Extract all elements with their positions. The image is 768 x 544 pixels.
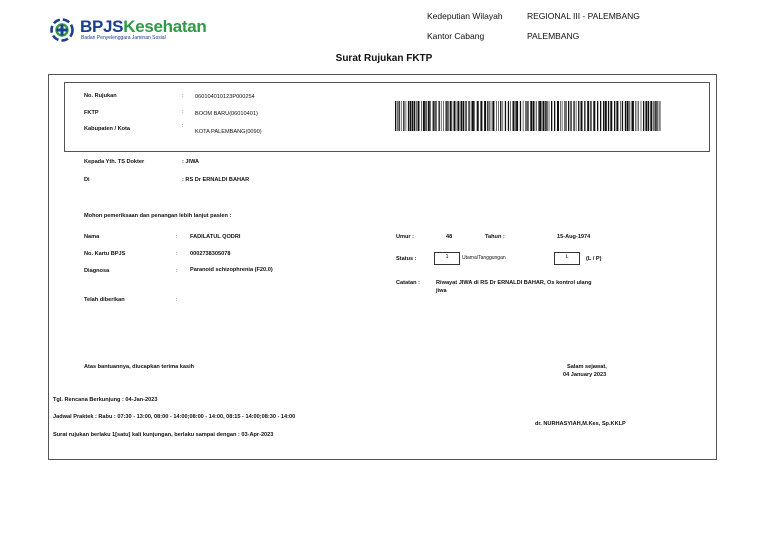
catatan-label: Catatan : bbox=[396, 280, 420, 286]
bpjs-logo-icon bbox=[50, 18, 74, 42]
brand-main: BPJS bbox=[80, 17, 124, 36]
kepada-label: Kepada Yth. TS Dokter bbox=[84, 159, 145, 165]
deputi-label: Kedeputian Wilayah bbox=[427, 11, 503, 21]
colon: : bbox=[182, 93, 184, 99]
umur-value: 48 bbox=[446, 234, 453, 240]
jadwal-praktek: Jadwal Praktek : Rabu : 07:30 - 13:00, 08:00 - 14:00;08:00 - 14:00, 08:15 - 14:00;08:30 - 14:00 bbox=[53, 414, 296, 420]
kantor-value: PALEMBANG bbox=[527, 31, 580, 41]
no-rujukan-value: 060104010123P000254 bbox=[195, 94, 255, 100]
no-rujukan-label: No. Rujukan bbox=[84, 93, 117, 99]
status-text: Utama/Tanggungan bbox=[462, 255, 506, 261]
di-value: : RS Dr ERNALDI BAHAR bbox=[182, 177, 250, 183]
gender-box: L bbox=[554, 252, 580, 265]
intro-text: Mohon pemeriksaan dan penangan lebih lanjut pasien : bbox=[84, 213, 232, 219]
telah-label: Telah diberikan bbox=[84, 297, 125, 303]
diagnosa-label: Diagnosa bbox=[84, 268, 110, 274]
status-box: 1 bbox=[434, 252, 460, 265]
fktp-value: BOOM BARU(06010401) bbox=[195, 111, 258, 117]
colon: : bbox=[176, 297, 178, 303]
kartu-label: No. Kartu BPJS bbox=[84, 251, 126, 257]
catatan-line2: jiwa bbox=[436, 288, 447, 294]
kepada-value: : JIWA bbox=[182, 159, 200, 165]
nama-value: FADILATUL QODRI bbox=[190, 234, 241, 240]
brand-name bbox=[80, 17, 207, 37]
nama-label: Nama bbox=[84, 234, 100, 240]
fktp-label: FKTP bbox=[84, 110, 99, 116]
brand-accent: Kesehatan bbox=[123, 17, 207, 36]
catatan-line1: Riwayat JIWA di RS Dr ERNALDI BAHAR, Os kontrol ulang bbox=[436, 280, 592, 286]
gender-text: (L / P) bbox=[586, 256, 602, 262]
page-title: Surat Rujukan FKTP bbox=[335, 53, 433, 64]
tahun-label: Tahun : bbox=[485, 234, 505, 240]
barcode-icon bbox=[395, 101, 661, 131]
rencana-berkunjung: Tgl. Rencana Berkunjung : 04-Jan-2023 bbox=[53, 397, 158, 403]
colon: : bbox=[182, 123, 184, 129]
colon: : bbox=[182, 109, 184, 115]
kabupaten-label: Kabupaten / Kota bbox=[84, 126, 130, 132]
brand-subtitle: Badan Penyelenggara Jaminan Sosial bbox=[81, 35, 166, 41]
kantor-label: Kantor Cabang bbox=[427, 31, 485, 41]
di-label: Di bbox=[84, 177, 90, 183]
tahun-value: 15-Aug-1974 bbox=[557, 234, 591, 240]
kabupaten-value: KOTA PALEMBANG(0090) bbox=[195, 129, 262, 135]
colon: : bbox=[176, 268, 178, 274]
closing-date: 04 January 2023 bbox=[563, 372, 607, 378]
salam-text: Salam sejawat, bbox=[567, 364, 607, 370]
diagnosa-value: Paranoid schizophrenia (F20.0) bbox=[190, 267, 273, 273]
colon: : bbox=[176, 251, 178, 257]
berlaku-text: Surat rujukan berlaku 1[satu] kali kunjungan, berlaku sampai dengan : 03-Apr-2023 bbox=[53, 432, 274, 438]
closing-text: Atas bantuannya, diucapkan terima kasih bbox=[84, 364, 195, 370]
kartu-value: 0002738305078 bbox=[190, 251, 231, 257]
doctor-name: dr. NURHASYIAH,M.Kes, Sp.KKLP bbox=[535, 421, 626, 427]
status-label: Status : bbox=[396, 256, 417, 262]
deputi-value: REGIONAL III - PALEMBANG bbox=[527, 11, 640, 21]
colon: : bbox=[176, 234, 178, 240]
umur-label: Umur : bbox=[396, 234, 415, 240]
